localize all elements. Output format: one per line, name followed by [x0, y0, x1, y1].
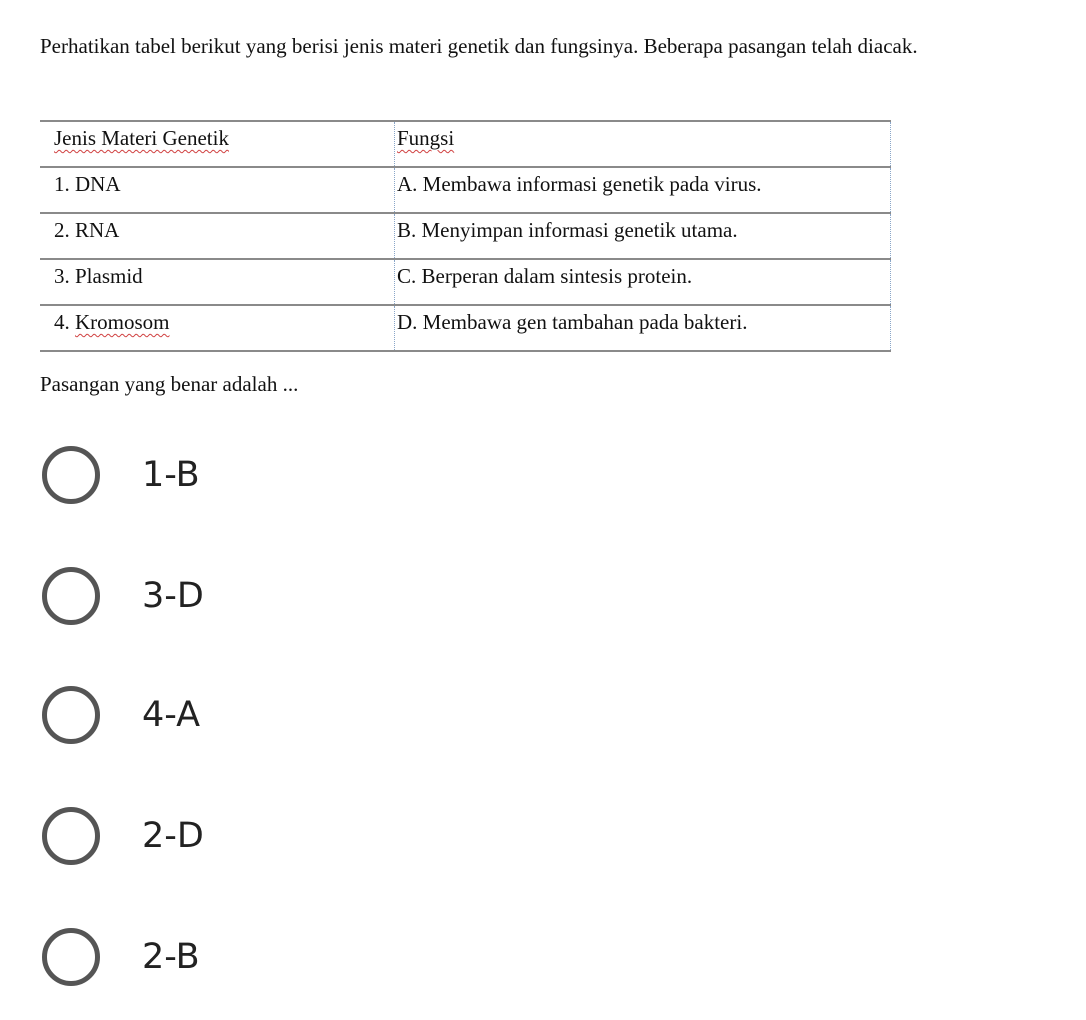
table-header-row — [40, 121, 891, 167]
table-row — [40, 305, 891, 351]
genetic-material-table — [40, 120, 891, 352]
cell-material: 3. Plasmid — [40, 259, 395, 305]
cell-material: 2. RNA — [40, 213, 395, 259]
cell-material: 4. Kromosom — [40, 305, 395, 351]
option-4[interactable] — [42, 806, 204, 866]
cell-material-text: Kromosom — [75, 310, 170, 334]
option-2[interactable] — [42, 566, 204, 626]
cell-function: C. Berperan dalam sintesis protein. — [395, 259, 891, 305]
cell-function: D. Membawa gen tambahan pada bakteri. — [395, 305, 891, 351]
option-1[interactable] — [42, 445, 200, 505]
question-text: Perhatikan tabel berikut yang berisi jenis materi genetik dan fungsinya. Beberapa pasangan telah diacak. — [40, 34, 918, 58]
cell-function: A. Membawa informasi genetik pada virus. — [395, 167, 891, 213]
cell-material: 1. DNA — [40, 167, 395, 213]
option-label[interactable]: 1-B — [142, 455, 200, 495]
cell-function: B. Menyimpan informasi genetik utama. — [395, 213, 891, 259]
radio-icon[interactable] — [42, 807, 100, 865]
header-jenis: Jenis Materi Genetik — [54, 126, 229, 150]
option-5[interactable] — [42, 927, 200, 987]
option-label[interactable]: 4-A — [142, 695, 201, 735]
option-3[interactable] — [42, 685, 200, 745]
radio-icon[interactable] — [42, 686, 100, 744]
radio-icon[interactable] — [42, 446, 100, 504]
option-label[interactable]: 2-D — [142, 816, 204, 856]
table-row — [40, 259, 891, 305]
option-label[interactable]: 2-B — [142, 937, 200, 977]
radio-icon[interactable] — [42, 928, 100, 986]
prompt-text: Pasangan yang benar adalah ... — [40, 372, 299, 396]
table-row — [40, 167, 891, 213]
header-fungsi: Fungsi — [397, 126, 455, 150]
table-row — [40, 213, 891, 259]
option-label[interactable]: 3-D — [142, 576, 204, 616]
radio-icon[interactable] — [42, 567, 100, 625]
